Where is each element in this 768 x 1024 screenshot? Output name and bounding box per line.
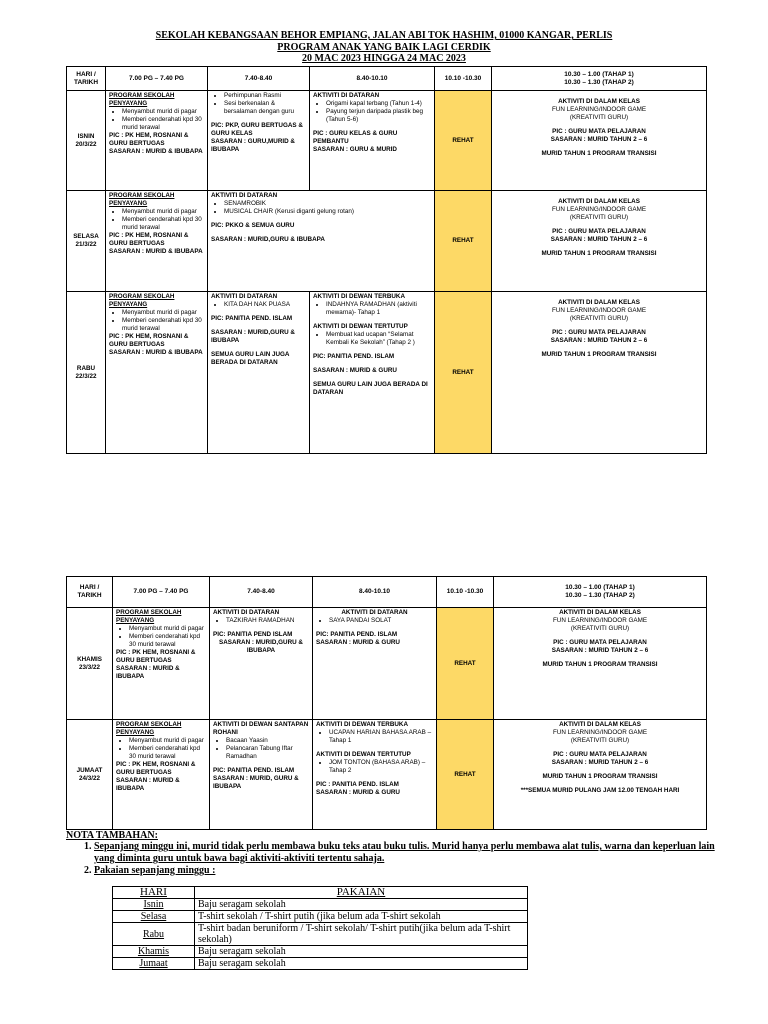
rehat-cell: REHAT <box>435 91 492 191</box>
class-activity-cell: AKTIVITI DI DALAM KELAS FUN LEARNING/INDOOR GAME (KREATIVITI GURU) PIC : GURU MATA PELAJARAN SASARAN : MURID TAHUN 2 – 6 MURID TAHUN 1 PROGRAM TRANSISI <box>492 292 707 454</box>
table-row: Isnin Baju seragam sekolah <box>113 899 528 911</box>
col-time-3: 8.40-10.10 <box>310 67 435 91</box>
col-time-2: 7.40-8.40 <box>210 577 313 608</box>
col-time-5: 10.30 – 1.00 (TAHAP 1) 10.30 – 1.30 (TAHAP 2) <box>492 67 707 91</box>
table-row: Jumaat Baju seragam sekolah <box>113 958 528 970</box>
activity-cell: AKTIVITI DI DATARAN • TAZKIRAH RAMADHAN PIC: PANITIA PEND ISLAM SASARAN : MURID,GURU & IBUBAPA <box>210 608 313 720</box>
table-row <box>67 292 707 454</box>
rehat-cell: REHAT <box>435 292 492 454</box>
activity-cell: AKTIVITI DI DEWAN TERBUKA • UCAPAN HARIAN BAHASA ARAB – Tahap 1 AKTIVITI DI DEWAN TERTUTUP • JOM TONTON (BAHASA ARAB) – Tahap 2 PIC : PANITIA PEND. ISLAM SASARAN : MURID & GURU <box>313 720 437 830</box>
rehat-cell: REHAT <box>437 720 494 830</box>
school-title: SEKOLAH KEBANGSAAN BEHOR EMPIANG, JALAN ABI TOK HASHIM, 01000 KANGAR, PERLIS <box>155 30 613 41</box>
activity-cell: AKTIVITI DI DATARAN • Origami kapal terbang (Tahun 1-4) • Payung terjun daripada plastik beg (Tahun 5-6) PIC : GURU KELAS & GURU PEMBANTU SASARAN : GURU & MURID <box>310 91 435 191</box>
attire-col-hari: HARI <box>113 887 195 899</box>
day-cell: RABU 22/3/22 <box>67 292 106 454</box>
table-row <box>67 608 707 720</box>
attire-col-pakaian: PAKAIAN <box>195 887 528 899</box>
activity-cell: AKTIVITI DI DATARAN • SAYA PANDAI SOLAT PIC: PANITIA PEND. ISLAM SASARAN : MURID & GURU <box>313 608 437 720</box>
table-row: Selasa T-shirt sekolah / T-shirt putih (jika belum ada T-shirt sekolah <box>113 911 528 923</box>
col-hari: HARI / TARIKH <box>67 577 113 608</box>
activity-cell: AKTIVITI DI DEWAN SANTAPAN ROHANI • Bacaan Yaasin • Pelancaran Tabung Iftar Ramadhan PIC: PANITIA PEND. ISLAM SASARAN : MURID, GURU & IBUBAPA <box>210 720 313 830</box>
col-time-1: 7.00 PG – 7.40 PG <box>113 577 210 608</box>
table-row <box>67 91 707 191</box>
col-time-4: 10.10 -10.30 <box>435 67 492 91</box>
program-cell: PROGRAM SEKOLAH PENYAYANG • Menyambut murid di pagar • Memberi cenderahati kpd 30 murid terawal PIC : PK HEM, ROSNANI & GURU BERTUGAS SASARAN : MURID & IBUBAPA <box>106 292 208 454</box>
col-time-5: 10.30 – 1.00 (TAHAP 1) 10.30 – 1.30 (TAHAP 2) <box>494 577 707 608</box>
note-item: 1. Sepanjang minggu ini, murid tidak perlu membawa buku teks atau buku tulis. Murid hanya perlu membawa alat tulis, warna dan keperluan lain yang diminta guru untuk bawa bagi aktiviti-aktiviti tertentu sahaja. <box>94 841 726 865</box>
attire-table <box>112 886 528 970</box>
schedule-table-2 <box>66 576 707 830</box>
class-activity-cell: AKTIVITI DI DALAM KELAS FUN LEARNING/INDOOR GAME (KREATIVITI GURU) PIC : GURU MATA PELAJARAN SASARAN : MURID TAHUN 2 – 6 MURID TAHUN 1 PROGRAM TRANSISI <box>492 91 707 191</box>
col-time-1: 7.00 PG – 7.40 PG <box>106 67 208 91</box>
rehat-cell: REHAT <box>437 608 494 720</box>
program-cell: PROGRAM SEKOLAH PENYAYANG • Menyambut murid di pagar • Memberi cenderahati kpd 30 murid terawal PIC : PK HEM, ROSNANI & GURU BERTUGAS SASARAN : MURID & IBUBAPA <box>113 608 210 720</box>
additional-notes <box>66 830 726 877</box>
date-range: 20 MAC 2023 HINGGA 24 MAC 2023 <box>302 53 466 64</box>
activity-cell: AKTIVITI DI DEWAN TERBUKA • INDAHNYA RAMADHAN (aktiviti mewarna)- Tahap 1 AKTIVITI DI DEWAN TERTUTUP • Membuat kad ucapan “Selamat Kembali Ke Sekolah” (Tahap 2 ) PIC: PANITIA PEND. ISLAM SASARAN : MURID & GURU SEMUA GURU LAIN JUGA BERADA DI DATARAN <box>310 292 435 454</box>
day-cell: SELASA 21/3/22 <box>67 191 106 292</box>
notes-title: NOTA TAMBAHAN: <box>66 830 158 841</box>
activity-cell: • Perhimpunan Rasmi • Sesi berkenalan & bersalaman dengan guru PIC: PKP, GURU BERTUGAS & GURU KELAS SASARAN : GURU,MURID & IBUBAPA <box>208 91 310 191</box>
class-activity-cell: AKTIVITI DI DALAM KELAS FUN LEARNING/INDOOR GAME (KREATIVITI GURU) PIC : GURU MATA PELAJARAN SASARAN : MURID TAHUN 2 – 6 MURID TAHUN 1 PROGRAM TRANSISI <box>494 608 707 720</box>
table-row <box>67 191 707 292</box>
schedule-table-1 <box>66 66 707 454</box>
class-activity-cell: AKTIVITI DI DALAM KELAS FUN LEARNING/INDOOR GAME (KREATIVITI GURU) PIC : GURU MATA PELAJARAN SASARAN : MURID TAHUN 2 – 6 MURID TAHUN 1 PROGRAM TRANSISI ***SEMUA MURID PULANG JAM 12.00 TENGAH HARI <box>494 720 707 830</box>
day-cell: JUMAAT 24/3/22 <box>67 720 113 830</box>
day-cell: ISNIN 20/3/22 <box>67 91 106 191</box>
day-cell: KHAMIS 23/3/22 <box>67 608 113 720</box>
rehat-cell: REHAT <box>435 191 492 292</box>
program-title: PROGRAM ANAK YANG BAIK LAGI CERDIK <box>277 42 491 53</box>
col-time-3: 8.40-10.10 <box>313 577 437 608</box>
program-cell: PROGRAM SEKOLAH PENYAYANG • Menyambut murid di pagar • Memberi cenderahati kpd 30 murid terawal PIC : PK HEM, ROSNANI & GURU BERTUGAS SASARAN : MURID & IBUBAPA <box>106 191 208 292</box>
table-row: Khamis Baju seragam sekolah <box>113 946 528 958</box>
table-row: Rabu T-shirt badan beruniform / T-shirt sekolah/ T-shirt putih(jika belum ada T-shirt sekolah) <box>113 923 528 946</box>
activity-cell: AKTIVITI DI DATARAN • KITA DAH NAK PUASA PIC: PANITIA PEND. ISLAM SASARAN : MURID,GURU & IBUBAPA SEMUA GURU LAIN JUGA BERADA DI DATARAN <box>208 292 310 454</box>
col-hari: HARI / TARIKH <box>67 67 106 91</box>
program-cell: PROGRAM SEKOLAH PENYAYANG • Menyambut murid di pagar • Memberi cenderahati kpd 30 murid terawal PIC : PK HEM, ROSNANI & GURU BERTUGAS SASARAN : MURID & IBUBAPA <box>113 720 210 830</box>
class-activity-cell: AKTIVITI DI DALAM KELAS FUN LEARNING/INDOOR GAME (KREATIVITI GURU) PIC : GURU MATA PELAJARAN SASARAN : MURID TAHUN 2 – 6 MURID TAHUN 1 PROGRAM TRANSISI <box>492 191 707 292</box>
table-row <box>67 720 707 830</box>
activity-cell: AKTIVITI DI DATARAN • SENAMROBIK • MUSICAL CHAIR (Kerusi diganti gelung rotan) PIC: PKKO & SEMUA GURU SASARAN : MURID,GURU & IBUBAPA <box>208 191 435 292</box>
col-time-2: 7.40-8.40 <box>208 67 310 91</box>
col-time-4: 10.10 -10.30 <box>437 577 494 608</box>
program-cell: PROGRAM SEKOLAH PENYAYANG • Menyambut murid di pagar • Memberi cenderahati kpd 30 murid terawal PIC : PK HEM, ROSNANI & GURU BERTUGAS SASARAN : MURID & IBUBAPA <box>106 91 208 191</box>
note-item: 2. Pakaian sepanjang minggu : <box>94 865 726 877</box>
